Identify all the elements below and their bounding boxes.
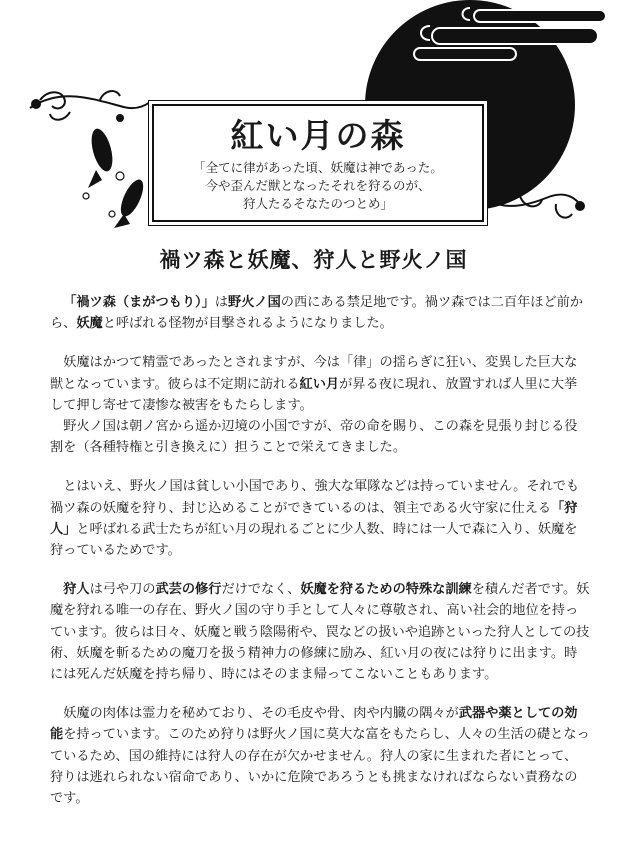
paragraph (50, 352, 590, 416)
paragraph-text: とはいえ、野火ノ国は貧しい小国であり、強大な軍隊などは持っていません。それでも禍ツ森の妖魔を狩り、封じ込めることができているのは、領主である火守家に仕える (50, 479, 580, 516)
emphasis-text: 紅い月 (299, 376, 340, 392)
title-subtitle: 「全てに律があった頃、妖魔は神であった。 今や歪んだ獣となったそれを狩るのが、 狩人たるそなたのつとめ」 (193, 160, 443, 211)
emphasis-text: 野火ノ国 (228, 295, 281, 310)
paragraph-text: は (214, 295, 229, 310)
paragraph (50, 292, 590, 334)
article-body (50, 292, 590, 827)
vine-ornament-icon (30, 91, 150, 121)
paragraph-text: は弓や刀の (89, 582, 156, 598)
page-title: 紅い月の森 (230, 116, 406, 155)
emphasis-text: 妖魔を狩るための特殊な訓練 (300, 582, 472, 598)
paragraph-text: が昇る夜に現れ、放置すれば人里に大挙して押し寄せて凄惨な被害をもたらします。 (50, 376, 578, 413)
paragraph (50, 416, 590, 458)
paragraph-text: を積んだ者です。妖魔を狩れる唯一の存在、野火ノ国の守り手として人々に尊敬され、高い社会的地位を持っています。彼らは日々、妖魔と戦う陰陽術や、罠などの扱いや追跡といった狩人としての技術、妖魔を斬るための魔刀を扱う精神力の修練に励み、紅い月の夜には狩りに出ます。時には死んだ妖魔を持ち帰り、時にはそのまま帰ってこないこともあります。 (50, 582, 590, 683)
paragraph-text: と呼ばれる武士たちが紅い月の現れるごとに少人数、時には一人で森に入り、妖魔を狩っているためです。 (50, 521, 578, 559)
title-box (152, 104, 484, 222)
paragraph (50, 476, 590, 561)
koi-fish-icon (88, 126, 148, 228)
emphasis-text: 武芸の修行 (155, 582, 222, 598)
emphasis-text: 「狩人」 (50, 500, 578, 537)
paragraph (50, 703, 590, 809)
emphasis-text: 「禍ツ森（まがつもり）」 (63, 295, 215, 310)
emphasis-text: 妖魔 (76, 316, 103, 332)
section-heading: 禍ツ森と妖魔、狩人と野火ノ国 (159, 248, 468, 272)
paragraph-text: 野火ノ国は朝ノ宮から遥か辺境の小国ですが、帝の命を賜り、この森を見張り封じる役割を（各種特権と引き換えに）担うことで栄えてきました。 (50, 419, 578, 456)
emphasis-text: 狩人 (63, 582, 90, 598)
emphasis-text: 武器や薬としての効能 (50, 706, 578, 743)
paragraph (50, 579, 590, 685)
paragraph-text: 妖魔はかつて精霊であったとされますが、今は「律」の揺らぎに狂い、変異した巨大な獣となっています。彼らは不定期に訪れる (50, 355, 578, 392)
paragraph-text: を持っています。このため狩りは野火ノ国に莫大な富をもたらし、人々の生活の礎となっているため、国の維持には狩人の存在が欠かせません。狩人の家に生まれた者にとって、狩りは逃れられない宿命であり、いかに危険であろうとも挑まなければならない責務なのです。 (50, 727, 590, 807)
paragraph-text: の西にある禁足地です。禍ツ森では二百年ほど前から、 (50, 295, 584, 332)
paragraph-text: だけでなく、 (221, 582, 301, 598)
paragraph-text: と呼ばれる怪物が目撃されるようになりました。 (102, 316, 393, 332)
paragraph-text: 妖魔の肉体は霊力を秘めており、その毛皮や骨、肉や内臓の隅々が (63, 706, 459, 722)
